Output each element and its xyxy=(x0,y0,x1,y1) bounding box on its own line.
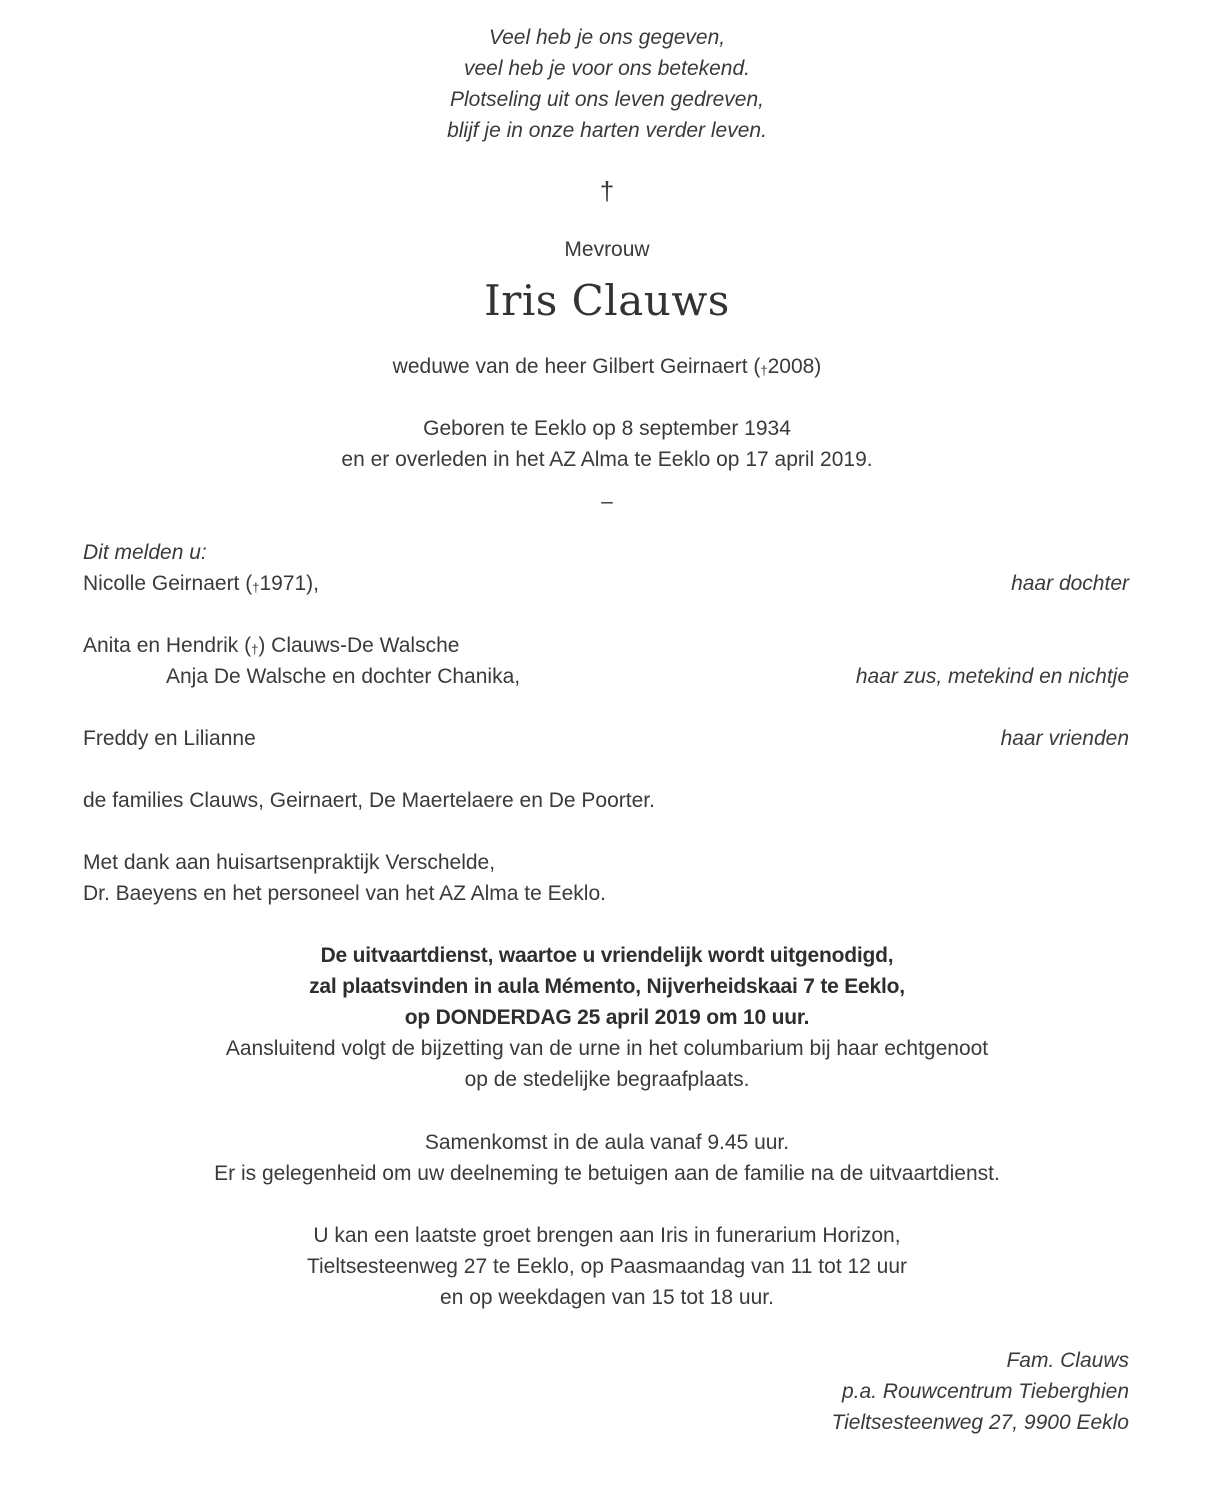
visit-info xyxy=(0,1220,1214,1313)
family-row-anita xyxy=(83,630,1129,661)
service-line: Aansluitend volgt de bijzetting van de urne in het columbarium bij haar echtgenoot xyxy=(225,1037,989,1060)
poem-line: Plotseling uit ons leven gedreven, xyxy=(449,88,765,111)
gathering-line: Samenkomst in de aula vanaf 9.45 uur. xyxy=(424,1131,790,1154)
signature-line: Fam. Clauws xyxy=(1006,1349,1129,1372)
small-cross-icon: † xyxy=(760,363,768,378)
funeral-service-info xyxy=(0,940,1214,1095)
gathering-line: Er is gelegenheid om uw deelneming te betuigen aan de familie na de uitvaartdienst. xyxy=(214,1162,1000,1185)
deceased-name: Iris Clauws xyxy=(484,276,730,325)
signature-block xyxy=(831,1345,1129,1438)
service-bold-line: De uitvaartdienst, waartoe u vriendelijk wordt uitgenodigd, xyxy=(320,944,894,967)
thanks-text: Met dank aan huisartsenpraktijk Verschelde, xyxy=(83,851,496,874)
poem-line: Veel heb je ons gegeven, xyxy=(488,26,726,49)
family-name xyxy=(83,630,459,665)
poem-line: blijf je in onze harten verder leven. xyxy=(447,119,767,142)
thanks-row xyxy=(83,878,1129,909)
thanks-text: Dr. Baeyens en het personeel van het AZ Alma te Eeklo. xyxy=(83,882,606,905)
visit-line: en op weekdagen van 15 tot 18 uur. xyxy=(440,1286,774,1309)
visit-line: U kan een laatste groet brengen aan Iris in funerarium Horizon, xyxy=(313,1224,901,1247)
small-cross-icon: † xyxy=(251,642,259,657)
birth-line: Geboren te Eeklo op 8 september 1934 xyxy=(423,417,791,440)
family-row-friends xyxy=(83,723,1129,754)
thanks-row xyxy=(83,847,1129,878)
small-cross-icon: † xyxy=(252,580,260,595)
service-bold-line: op DONDERDAG 25 april 2019 om 10 uur. xyxy=(404,1006,810,1029)
signature-line: Tieltsesteenweg 27, 9900 Eeklo xyxy=(831,1411,1129,1434)
salutation: Mevrouw xyxy=(564,238,650,261)
visit-line: Tieltsesteenweg 27 te Eeklo, op Paasmaandag van 11 tot 12 uur xyxy=(306,1255,908,1278)
family-row-anja xyxy=(83,661,1129,692)
announcement-label xyxy=(83,537,1129,568)
cross-icon: † xyxy=(599,176,615,206)
widow-text-before: weduwe van de heer Gilbert Geirnaert ( xyxy=(392,355,761,378)
family-name-after: 1971), xyxy=(259,572,320,595)
family-name-before: Nicolle Geirnaert ( xyxy=(83,572,253,595)
family-relation: haar dochter xyxy=(1011,572,1129,595)
death-line: en er overleden in het AZ Alma te Eeklo op 17 april 2019. xyxy=(341,448,873,471)
family-name xyxy=(83,568,319,603)
birth-death-info xyxy=(0,413,1214,475)
family-name: Freddy en Lilianne xyxy=(83,727,256,750)
family-name: Anja De Walsche en dochter Chanika, xyxy=(166,665,521,688)
separator: – xyxy=(601,490,613,513)
families-row xyxy=(83,785,1129,816)
gathering-info xyxy=(0,1127,1214,1189)
family-relation: haar zus, metekind en nichtje xyxy=(855,665,1129,688)
family-name-after: ) Clauws-De Walsche xyxy=(258,634,460,657)
family-row-nicolle xyxy=(83,568,1129,599)
poem xyxy=(0,22,1214,146)
families-text: de families Clauws, Geirnaert, De Maertelaere en De Poorter. xyxy=(83,789,655,812)
widow-line xyxy=(0,351,1214,386)
signature-line: p.a. Rouwcentrum Tieberghien xyxy=(842,1380,1129,1403)
poem-line: veel heb je voor ons betekend. xyxy=(463,57,751,80)
family-relation: haar vrienden xyxy=(1000,727,1129,750)
family-name-before: Anita en Hendrik ( xyxy=(83,634,252,657)
service-line: op de stedelijke begraafplaats. xyxy=(464,1068,750,1091)
announcement-label-text: Dit melden u: xyxy=(83,541,207,564)
widow-text-after: 2008) xyxy=(767,355,822,378)
service-bold-line: zal plaatsvinden in aula Mémento, Nijverheidskaai 7 te Eeklo, xyxy=(309,975,905,998)
